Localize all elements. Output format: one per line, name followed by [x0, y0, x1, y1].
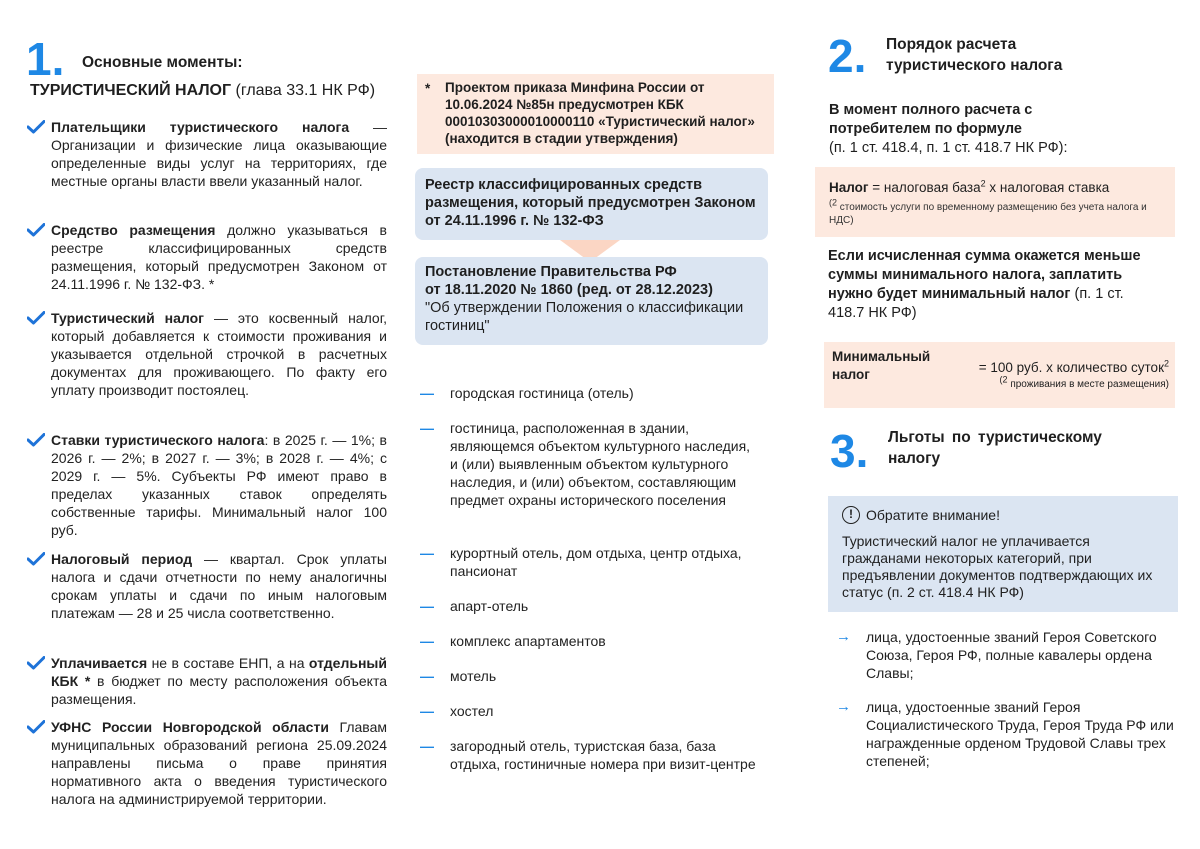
tax-title-bold: ТУРИСТИЧЕСКИЙ НАЛОГ	[30, 82, 232, 99]
section-heading-benefits: Льготы по туристическому налогу	[888, 429, 1102, 467]
checkmark-icon	[27, 720, 45, 734]
decree-text: "Об утверждении Положения о классификации гостиниц"	[425, 300, 744, 334]
dash-marker: —	[420, 545, 434, 561]
item-text: — это косвенный налог, который добавляется к стоимости проживания и указывается отдельной строчкой в расчетных документах для проживающего. По факту его уплату производит постоялец.	[51, 310, 387, 398]
hotel-type-item	[420, 384, 760, 402]
dash-marker: —	[420, 668, 434, 684]
formula2-sup: 2	[1163, 358, 1169, 369]
list-item-rates	[27, 431, 387, 539]
list-item-tax-period	[27, 550, 387, 622]
hotel-type-item	[420, 597, 760, 615]
arrow-right-icon: →	[836, 698, 851, 715]
kbk-footnote-box	[417, 74, 774, 154]
item-bold: УФНС России Новгородской области	[51, 719, 329, 735]
dash-marker: —	[420, 420, 434, 436]
tax-title-rest: (глава 33.1 НК РФ)	[231, 82, 376, 99]
formula-tax-text-a: = налоговая база	[868, 180, 981, 195]
footnote-star: *	[425, 81, 431, 96]
item-text: должно указываться в реестре классифицированных средств размещения, который предусмотрен Законом от 24.11.1996 г. № 132-ФЗ. *	[51, 222, 387, 292]
list-item-accommodation	[27, 221, 387, 293]
formula-note-sup: (2	[829, 197, 838, 208]
checkmark-icon	[27, 223, 45, 237]
notice-heading: Обратите внимание!	[866, 506, 1000, 523]
formula-tax-text-b: х налоговая ставка	[985, 180, 1110, 195]
list-item-tourist-tax	[27, 309, 387, 399]
section-number-2: 2.	[828, 30, 867, 82]
hotel-type-text: загородный отель, туристская база, база отдыха, гостиничные номера при визит-центре	[450, 738, 756, 772]
item-text: Главам муниципальных образований региона 25.09.2024 направлены письма о праве принятия нормативного акта о введения туристического налога на администрируемой территории.	[51, 719, 387, 807]
item-text: : в 2025 г. — 1%; в 2026 г. — 2%; в 2027 г. — 3%; в 2028 г. — 4%; с 2029 г. — 5%. Субъекты РФ имеют право в пределах указанных ставок определять собственные тарифы. Минимальный налог 100 руб.	[51, 432, 387, 538]
hotel-type-text: курортный отель, дом отдыха, центр отдыха, пансионат	[450, 545, 742, 579]
arrow-right-icon: →	[836, 628, 851, 645]
list-item-ufns	[27, 718, 387, 808]
minimum-tax-ref: (п. 1 ст. 418.7 НК РФ)	[828, 286, 1124, 321]
hotel-type-text: комплекс апартаментов	[450, 633, 606, 649]
exclamation-icon: !	[842, 506, 860, 524]
tax-formula-box	[815, 167, 1175, 237]
formula2-note-sup: (2	[999, 374, 1008, 385]
dash-marker: —	[420, 598, 434, 614]
notice-box	[828, 496, 1178, 612]
item-bold: Плательщики туристического налога	[51, 119, 350, 135]
decree-date: от 18.11.2020 № 1860 (ред. от 28.12.2023)	[425, 282, 713, 298]
item-bold: Ставки туристического налога	[51, 432, 265, 448]
checkmark-icon	[27, 552, 45, 566]
hotel-type-text: мотель	[450, 668, 497, 684]
calc-intro-ref: (п. 1 ст. 418.4, п. 1 ст. 418.7 НК РФ):	[829, 140, 1068, 156]
hotel-type-item	[420, 632, 760, 650]
minimum-tax-text	[828, 247, 1148, 323]
item-bold: Средство размещения	[51, 222, 216, 238]
registry-box	[415, 168, 768, 240]
hotel-type-text: хостел	[450, 703, 494, 719]
formula2-label: Минимальный налог	[832, 349, 931, 382]
item-bold: Уплачивается	[51, 655, 148, 671]
dash-marker: —	[420, 385, 434, 401]
section-heading-calculation: Порядок расчета туристического налога	[886, 36, 1063, 74]
decree-box	[415, 257, 768, 345]
minimum-tax-bold: Если исчисленная сумма окажется меньше суммы минимального налога, заплатить нужно будет минимальный налог	[828, 248, 1141, 302]
hotel-type-item	[420, 702, 760, 720]
item-bold: Налоговый период	[51, 551, 193, 567]
section-number-3: 3.	[830, 425, 869, 477]
minimum-tax-formula-box	[824, 342, 1175, 408]
calc-intro-bold: В момент полного расчета с потребителем по формуле	[829, 102, 1033, 137]
item-bold-kbk: отдельный КБК *	[51, 655, 387, 689]
benefit-item	[836, 698, 1176, 770]
list-item-payment	[27, 654, 387, 708]
section-number-1: 1.	[26, 33, 65, 85]
checkmark-icon	[27, 433, 45, 447]
formula2-text: = 100 руб. х количество суток	[978, 360, 1164, 375]
kbk-footnote-text: Проектом приказа Минфина России от 10.06.2024 №85н предусмотрен КБК 00010303000010000110 «Туристический налог» (находится в стадии утверждения)	[445, 80, 755, 146]
notice-text: Туристический налог не уплачивается гражданами некоторых категорий, при предъявлении документов подтверждающих их статус (п. 2 ст. 418.4 НК РФ)	[842, 533, 1153, 600]
hotel-type-item	[420, 419, 760, 509]
item-bold: Туристический налог	[51, 310, 205, 326]
item-text: — квартал. Срок уплаты налога и сдачи отчетности по нему аналогичны срокам уплаты и сдачи по иным налоговым платежам — 28 и 25 числа соответственно.	[51, 551, 387, 621]
formula-sup: 2	[980, 178, 986, 189]
checkmark-icon	[27, 311, 45, 325]
hotel-type-item	[420, 667, 760, 685]
benefit-text: лица, удостоенные званий Героя Советского Союза, Героя РФ, полные кавалеры ордена Славы;	[866, 629, 1157, 681]
checkmark-icon	[27, 120, 45, 134]
formula-note: стоимость услуги по временному размещению без учета налога и НДС)	[829, 202, 1147, 226]
dash-marker: —	[420, 738, 434, 754]
hotel-type-text: апарт-отель	[450, 598, 529, 614]
formula2-note: проживания в месте размещения)	[1007, 379, 1169, 390]
calc-intro	[829, 101, 1119, 158]
hotel-type-text: гостиница, расположенная в здании, являющемся объектом культурного наследия, и (или) выявленным объектом культурного наследия, и (или) объектом, составляющим предмет охраны исторического поселения	[450, 420, 751, 508]
formula-tax-label: Налог	[829, 180, 869, 195]
decree-title: Постановление Правительства РФ	[425, 264, 677, 280]
registry-text: Реестр классифицированных средств размещения, который предусмотрен Законом от 24.11.1996 г. № 132-ФЗ	[425, 177, 756, 229]
hotel-type-item	[420, 544, 760, 580]
section-heading-main-points: Основные моменты:	[82, 54, 243, 71]
benefit-text: лица, удостоенные званий Героя Социалистического Труда, Героя Труда РФ или награжденные орденом Трудовой Славы трех степеней;	[866, 699, 1174, 769]
item-text: не в составе ЕНП, а на	[147, 655, 309, 671]
hotel-type-item	[420, 737, 760, 773]
tax-title	[30, 82, 375, 100]
item-text-2: в бюджет по месту расположения объекта размещения.	[51, 673, 387, 707]
benefit-item	[836, 628, 1176, 682]
dash-marker: —	[420, 703, 434, 719]
checkmark-icon	[27, 656, 45, 670]
dash-marker: —	[420, 633, 434, 649]
list-item-payers	[27, 118, 387, 190]
item-text: — Организации и физические лица оказывающие определенные виды услуг на территориях, где местные органы власти ввели указанный налог.	[51, 119, 387, 189]
hotel-type-text: городская гостиница (отель)	[450, 385, 634, 401]
